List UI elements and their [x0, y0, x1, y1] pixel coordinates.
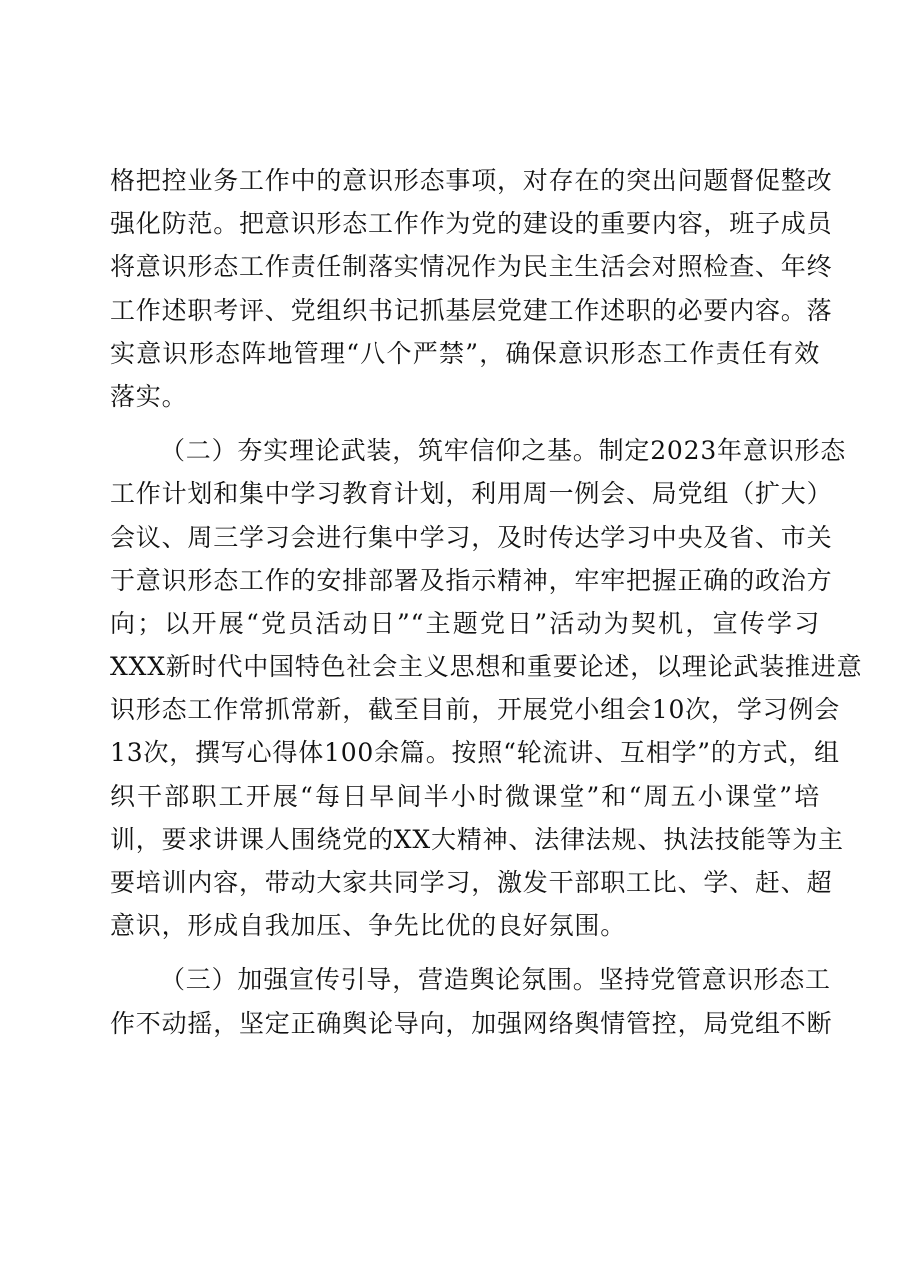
text-line: 意识，形成自我加压、争先比优的良好氛围。: [110, 911, 627, 941]
text-line: 织干部职工开展“每日早间半小时微课堂”和“周五小课堂”培: [110, 781, 820, 811]
paragraph-gap: [110, 418, 820, 429]
paragraph-heading-line: （三）加强宣传引导，营造舆论氛围。坚持党管意识形态工: [160, 965, 831, 995]
text-line: 会议、周三学习会进行集中学习，及时传达学习中央及省、市关: [110, 522, 833, 552]
text-line: 工作计划和集中学习教育计划，利用周一例会、局党组（扩大）: [110, 479, 833, 509]
text-line: 识形态工作常抓常新，截至目前，开展党小组会10次，学习例会: [110, 695, 841, 725]
text-line: 于意识形态工作的安排部署及指示精神，牢牢把握正确的政治方: [110, 565, 833, 595]
paragraph-gap: [110, 947, 820, 958]
paragraph-2: [110, 429, 863, 947]
text-line: 将意识形态工作责任制落实情况作为民主生活会对照检查、年终: [110, 252, 833, 282]
text-line: 实意识形态阵地管理“八个严禁”，确保意识形态工作责任有效: [110, 338, 820, 368]
paragraph-heading-line: （二）夯实理论武装，筑牢信仰之基。制定2023年意识形态: [160, 436, 847, 466]
text-line: XXX新时代中国特色社会主义思想和重要论述，以理论武装推进意: [110, 652, 863, 682]
text-line: 要培训内容，带动大家共同学习，激发干部职工比、学、赶、超: [110, 868, 833, 897]
text-line: 落实。: [110, 381, 188, 411]
text-line: 13次，撰写心得体100余篇。按照“轮流讲、互相学”的方式，组: [110, 738, 840, 768]
paragraph-1: [110, 159, 833, 418]
text-line: 向；以开展“党员活动日”“主题党日”活动为契机，宣传学习: [110, 608, 820, 638]
text-line: 格把控业务工作中的意识形态事项，对存在的突出问题督促整改: [110, 166, 833, 195]
paragraph-3: [110, 958, 833, 1044]
text-line: 训，要求讲课人围绕党的XX大精神、法律法规、执法技能等为主: [110, 824, 844, 854]
text-line: 作不动摇，坚定正确舆论导向，加强网络舆情管控，局党组不断: [110, 1008, 833, 1038]
document-body: [110, 159, 863, 1045]
text-line: 工作述职考评、党组织书记抓基层党建工作述职的必要内容。落: [110, 295, 833, 325]
text-line: 强化防范。把意识形态工作作为党的建设的重要内容，班子成员: [110, 209, 833, 239]
